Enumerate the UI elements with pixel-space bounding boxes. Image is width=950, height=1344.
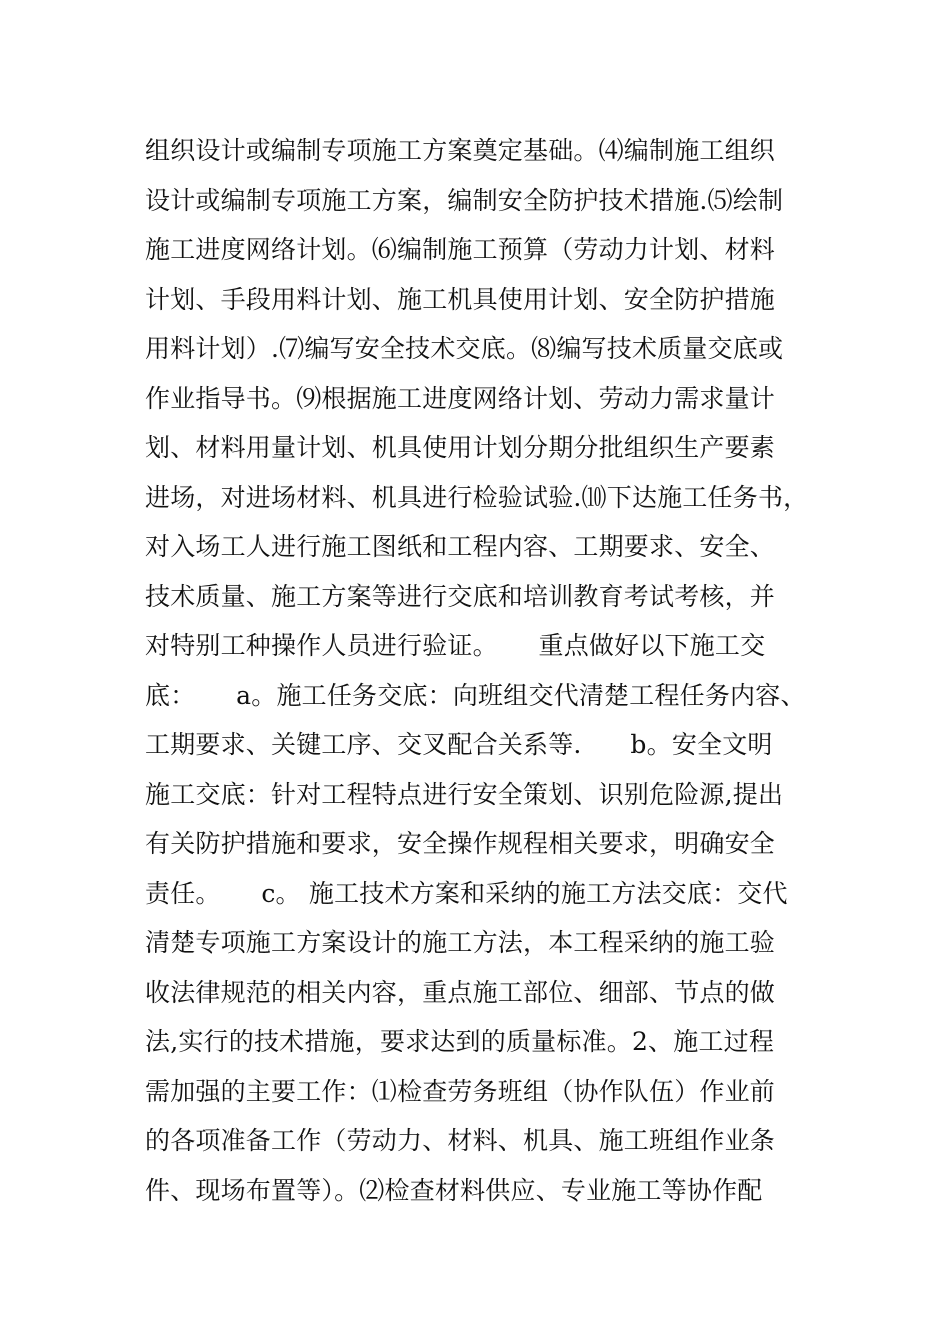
text-line: 工期要求、关键工序、交叉配合关系等. b。安全文明 [145,730,773,759]
text-line: 计划、手段用料计划、施工机具使用计划、安全防护措施 [145,284,776,314]
text-line: 技术质量、施工方案等进行交底和培训教育考试考核，并 [145,581,776,611]
text-line: 清楚专项施工方案设计的施工方法，本工程采纳的施工验 [145,928,776,957]
text-line: 需加强的主要工作：⑴检查劳务班组（协作队伍）作业前 [145,1076,776,1106]
text-line: 法,实行的技术措施，要求达到的质量标准。2、施工过程 [145,1027,775,1056]
text-line: 对入场工人进行施工图纸和工程内容、工期要求、安全、 [145,532,776,561]
text-line: 划、材料用量计划、机具使用计划分期分批组织生产要素 [145,433,776,462]
text-line: 收法律规范的相关内容，重点施工部位、细部、节点的做 [145,977,776,1007]
text-line: 责任。 c。 施工技术方案和采纳的施工方法交底：交代 [145,878,788,908]
text-line: 用料计划）.⑺编写安全技术交底。⑻编写技术质量交底或 [145,334,784,363]
text-line: 底： a。施工任务交底：向班组交代清楚工程任务内容、 [145,680,806,710]
text-line: 进场，对进场材料、机具进行检验试验.⑽下达施工任务书， [145,482,809,512]
text-line: 对特别工种操作人员进行验证。 重点做好以下施工交 [145,631,766,660]
body-text [145,126,845,1215]
text-line: 施工进度网络计划。⑹编制施工预算（劳动力计划、材料 [145,235,776,264]
text-line: 设计或编制专项施工方案，编制安全防护技术措施.⑸绘制 [145,185,784,215]
text-line: 施工交底：针对工程特点进行安全策划、识别危险源,提出 [145,779,784,809]
text-line: 作业指导书。⑼根据施工进度网络计划、劳动力需求量计 [145,383,776,413]
text-line: 组织设计或编制专项施工方案奠定基础。⑷编制施工组织 [145,136,776,165]
text-line: 件、现场布置等）。⑵检查材料供应、专业施工等协作配 [145,1175,763,1205]
text-line: 有关防护措施和要求，安全操作规程相关要求，明确安全 [145,829,776,858]
text-line: 的各项准备工作（劳动力、材料、机具、施工班组作业条 [145,1126,776,1155]
